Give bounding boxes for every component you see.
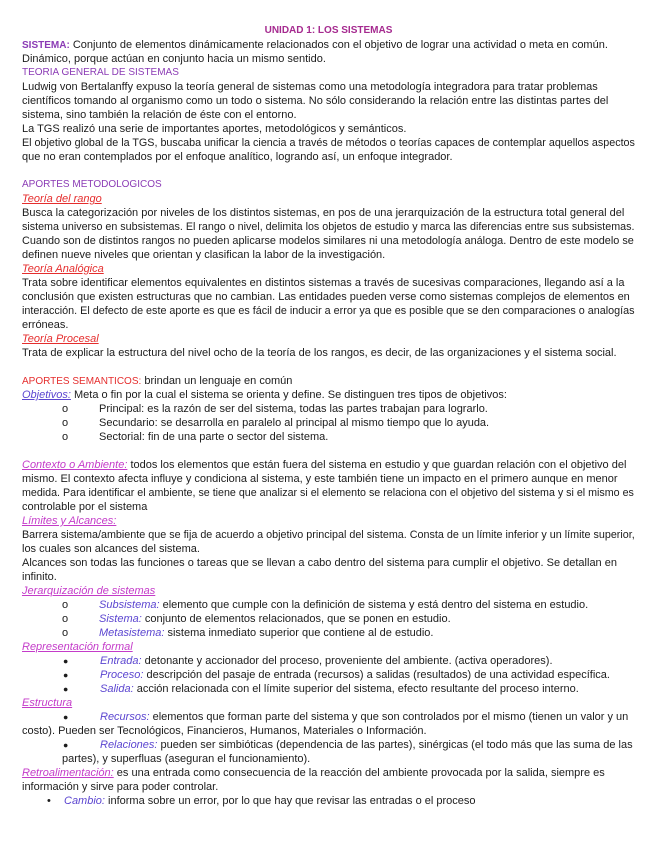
document-body	[22, 24, 635, 808]
list-item-continuation: partes), y superfluas (aseguran el funcionamiento).	[62, 753, 311, 765]
retroalimentacion-text: es una entrada como consecuencia de la reacción del ambiente provocada por la salida, siempre es	[116, 767, 605, 779]
objetivos-term: Objetivos:	[22, 389, 71, 401]
paragraph-line: La TGS realizó una serie de importantes aportes, metodológicos y semánticos.	[22, 123, 407, 135]
list-item	[22, 654, 635, 668]
list-item-text: Sectorial: fin de una parte o sector del sistema.	[99, 431, 329, 443]
retroalimentacion-line	[22, 766, 635, 780]
estructura-heading: Estructura	[22, 697, 73, 709]
subheading-line	[22, 640, 635, 654]
list-item-text: Secundario: se desarrolla en paralelo al principal al mismo tiempo que lo ayuda.	[99, 417, 490, 429]
paragraph-line: información y sirve para poder controlar.	[22, 781, 219, 793]
list-item-term: Recursos:	[100, 711, 150, 723]
contexto-line	[22, 458, 635, 472]
paragraph-line: que no eran contemplados por el enfoque analítico, logrando así, un enfoque integrador.	[22, 151, 453, 163]
list-item	[22, 430, 635, 444]
paragraph-line: científicos tomando al organismo como un todo o sistema. No sólo considerando la relación entre las distintas partes del	[22, 95, 609, 107]
contexto-term: Contexto o Ambiente:	[22, 459, 128, 471]
list-item-text: informa sobre un error, por lo que hay que revisar las entradas o el proceso	[108, 795, 476, 807]
paragraph-line: sistema, sino también la relación de éste con el entorno.	[22, 109, 297, 121]
spacer	[22, 444, 635, 458]
paragraph-line: controlable por el sistema	[22, 501, 148, 513]
list-bullet: o	[62, 431, 69, 443]
sistema-text: Conjunto de elementos dinámicamente relacionados con el objetivo de lograr una actividad o meta en común.	[72, 39, 608, 51]
list-item-text: acción relacionada con el límite superior del sistema, efecto resultante del proceso interno.	[136, 683, 579, 695]
list-item-text: Principal: es la razón de ser del sistema, todas las partes trabajan para lograrlo.	[99, 403, 488, 415]
list-item-continuation: costo). Pueden ser Tecnológicos, Financieros, Humanos, Materiales o Información.	[22, 725, 427, 737]
list-bullet: o	[62, 417, 69, 429]
subheading-line	[22, 584, 635, 598]
list-item-text: conjunto de elementos relacionados, que se ponen en estudio.	[144, 613, 451, 625]
page-title: UNIDAD 1: LOS SISTEMAS	[264, 25, 393, 36]
teoria-procesal-heading: Teoría Procesal	[22, 333, 99, 345]
list-item-term: Subsistema:	[99, 599, 160, 611]
list-item	[22, 416, 635, 430]
paragraph-line: medida. Para identificar el ambiente, se tiene que analizar si el elemento se relaciona con el objetivo del sistema y si el mismo es	[22, 487, 634, 499]
list-item	[22, 402, 635, 416]
teoria-analogica-heading: Teoría Analógica	[22, 263, 104, 275]
paragraph-line: infinito.	[22, 571, 57, 583]
paragraph-line: Trata sobre identificar elementos equivalentes en distintos sistemas a través de sucesivas comparaciones, llegando así a la	[22, 277, 625, 289]
list-item-text: elementos que forman parte del sistema y que son controlados por el mismo (tienen un valor y un	[152, 711, 629, 723]
list-item-term: Metasistema:	[99, 627, 165, 639]
jerarquizacion-heading: Jerarquización de sistemas	[22, 585, 156, 597]
paragraph-line: mismo. El contexto afecta influye y condiciona al sistema, y este también tiene un impacto en el primero aunque en menor	[22, 473, 618, 485]
teoria-rango-heading: Teoría del rango	[22, 193, 102, 205]
list-bullet: ●	[63, 684, 69, 694]
objetivos-line	[22, 388, 635, 402]
aportes-semanticos-line	[22, 374, 635, 388]
list-item	[22, 794, 635, 808]
list-item	[22, 682, 635, 696]
paragraph-line: Barrera sistema/ambiente que se fija de acuerdo a objetivo principal del sistema. Consta de un límite inferior y un límite superior,	[22, 529, 635, 541]
paragraph-line: El objetivo global de la TGS, buscaba unificar la ciencia a través de métodos o teorías capaces de contemplar aquellos aspectos	[22, 137, 635, 149]
list-item	[22, 668, 635, 682]
objetivos-text: Meta o fin por la cual el sistema se orienta y define. Se distinguen tres tipos de objetivos:	[73, 389, 507, 401]
subheading-line	[22, 192, 635, 206]
paragraph-line: Trata de explicar la estructura del nivel ocho de la teoría de los rangos, es decir, de las organizaciones y el sistema social.	[22, 347, 617, 359]
list-item	[22, 710, 635, 724]
list-bullet: o	[62, 613, 69, 625]
tgs-heading: TEORIA GENERAL DE SISTEMAS	[22, 67, 179, 78]
paragraph-line: Busca la categorización por niveles de los distintos sistemas, en pos de una jerarquización de la estructura total general del	[22, 207, 625, 219]
list-bullet: ●	[63, 670, 69, 680]
list-bullet: o	[62, 599, 69, 611]
paragraph-line: sistema universo en subsistemas. El rango o nivel, delimita los objetos de estudio y marca las diferencias entre sus subsistemas.	[22, 221, 635, 233]
list-bullet: ●	[63, 656, 69, 666]
paragraph-line: Ludwig von Bertalanffy expuso la teoría general de sistemas como una metodología integradora para tratar problemas	[22, 81, 598, 93]
list-item-text: sistema inmediato superior que contiene al de estudio.	[167, 627, 434, 639]
list-item-term: Entrada:	[100, 655, 142, 667]
spacer	[22, 360, 635, 374]
list-bullet: o	[62, 403, 69, 415]
limites-heading: Límites y Alcances:	[22, 515, 117, 527]
paragraph-line: Alcances son todas las funciones o tareas que se llevan a cabo dentro del sistema para cumplir el objetivo. Se detallan en	[22, 557, 617, 569]
aportes-semanticos-intro: brindan un lenguaje en común	[144, 375, 293, 387]
list-bullet: ●	[63, 712, 69, 722]
list-item-text: elemento que cumple con la definición de sistema y está dentro del sistema en estudio.	[162, 599, 589, 611]
list-item	[22, 626, 635, 640]
retroalimentacion-term: Retroalimentación:	[22, 767, 114, 779]
list-item-term: Proceso:	[100, 669, 144, 681]
list-item-term: Cambio:	[64, 795, 105, 807]
list-item-text: descripción del pasaje de entrada (recursos) a salidas (resultados) de una actividad específica.	[146, 669, 610, 681]
paragraph-line: erróneas.	[22, 319, 69, 331]
subheading-line	[22, 696, 635, 710]
subheading-line	[22, 514, 635, 528]
sistema-definition-line	[22, 38, 635, 52]
list-item-term: Sistema:	[99, 613, 142, 625]
paragraph-line: Cuando son de distintos rangos no pueden aplicarse modelos similares ni una metodología análoga. Dentro de este modelo se	[22, 235, 634, 247]
list-item	[22, 598, 635, 612]
subheading-line	[22, 332, 635, 346]
spacer	[22, 164, 635, 178]
list-item-term: Relaciones:	[100, 739, 158, 751]
paragraph-line: interacción. El defecto de este aporte es que es fácil de inducir a error ya que es posible que se den comparaciones o analogías	[22, 305, 635, 317]
paragraph-line: los cuales son alcances del sistema.	[22, 543, 200, 555]
subheading-line	[22, 262, 635, 276]
paragraph-line: Dinámico, porque actúan en conjunto hacia un mismo sentido.	[22, 53, 326, 65]
aportes-metodologicos-heading: APORTES METODOLOGICOS	[22, 179, 162, 190]
list-bullet: o	[62, 627, 69, 639]
sistema-term: SISTEMA:	[22, 40, 70, 51]
list-item-term: Salida:	[100, 683, 134, 695]
aportes-semanticos-heading: APORTES SEMANTICOS:	[22, 376, 142, 387]
list-bullet: •	[47, 795, 51, 807]
list-item-text: detonante y accionador del proceso, proveniente del ambiente. (activa operadores).	[144, 655, 553, 667]
list-item	[22, 612, 635, 626]
list-bullet: ●	[63, 740, 69, 750]
representacion-heading: Representación formal	[22, 641, 133, 653]
paragraph-line: conclusión que existen estructuras que no cambian. Las entidades pueden verse como sistemas complejos de elementos en	[22, 291, 630, 303]
paragraph-line: definen nueve niveles que orientan y clasifican la labor de la investigación.	[22, 249, 386, 261]
list-item-text: pueden ser simbióticas (dependencia de las partes), sinérgicas (el todo más que las suma de las	[160, 739, 633, 751]
contexto-text: todos los elementos que están fuera del sistema en estudio y que guardan relación con el objetivo del	[130, 459, 627, 471]
list-item	[22, 738, 635, 752]
